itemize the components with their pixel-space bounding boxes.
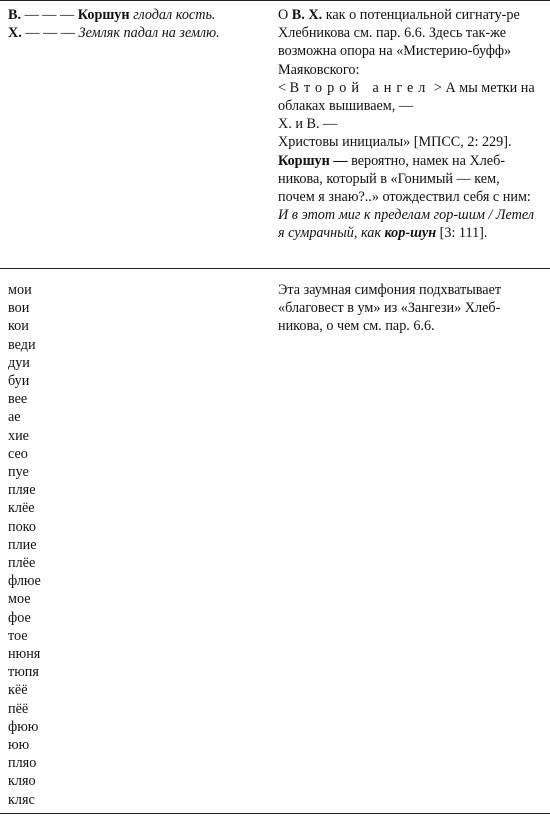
zaum-word: плие (8, 536, 37, 553)
zaum-word-list (8, 281, 270, 809)
zaum-word: тое (8, 627, 28, 644)
zaum-word: фое (8, 609, 31, 626)
text: вероятно, намек на Хлеб-никова, который в «Гонимый — кем, почем я знаю?..» отождествил себя с ним: (278, 152, 531, 206)
bold-korshun: Коршун — (278, 152, 348, 169)
text: [3: 111]. (436, 225, 488, 242)
spaced-role: Второй ангел (289, 79, 431, 96)
row-divider (0, 268, 550, 269)
zaum-word: кляс (8, 791, 35, 808)
speaker-v: В. (8, 7, 22, 23)
table-bottom-rule (0, 813, 550, 814)
quote-line-3: Христовы инициалы» [МПСС, 2: 229]. (278, 134, 512, 151)
zaum-word: поко (8, 518, 36, 535)
zaum-word: пляо (8, 755, 37, 772)
dashes: — — — (21, 7, 78, 23)
table-top-rule (0, 0, 550, 1)
italic-quote: И в этот миг к пределам гор-шим / Летел я сумрачный, как (278, 207, 535, 242)
bold-italic-korshun: кор-шун (384, 225, 437, 242)
commentary-p2 (278, 152, 538, 243)
text: < (278, 79, 290, 96)
zaum-word: пляе (8, 482, 36, 499)
zaum-word: фюю (8, 718, 39, 735)
zaum-word: клёе (8, 500, 35, 517)
zaum-word: пёё (8, 700, 29, 717)
zaum-word: ае (8, 409, 21, 426)
row1-right-cell (278, 6, 538, 243)
zaum-word: кляо (8, 773, 36, 790)
dialogue-text: глодал кость. (129, 7, 216, 23)
zaum-word: веди (8, 336, 36, 353)
zaum-word: кои (8, 318, 29, 335)
zaum-word: буи (8, 373, 30, 390)
zaum-word: мои (8, 282, 32, 298)
dialogue-line-h (8, 24, 270, 42)
dialogue-line-v (8, 6, 270, 24)
word-korshun: Коршун (77, 7, 130, 23)
zaum-word: пуе (8, 464, 29, 481)
zaum-word: вои (8, 300, 30, 317)
commentary-p1 (278, 6, 538, 79)
text: О (278, 7, 292, 23)
zaum-word: плёе (8, 555, 36, 572)
quote-line-2: Х. и В. — (278, 116, 338, 133)
quote-line-1 (278, 79, 538, 115)
dialogue-text: Земляк падал на землю. (78, 25, 220, 42)
zaum-word: вее (8, 391, 28, 408)
speaker-h: Х. (8, 25, 22, 42)
dashes: — — — (21, 25, 79, 42)
text: как о потенциальной сигнату-ре Хлебникова см. пар. 6.6. Здесь так-же возможна опора на «Мистерию-буфф» Маяковского: (278, 7, 520, 78)
row2-right-cell (278, 281, 538, 336)
zaum-word: дуи (8, 354, 30, 371)
zaum-word: кёё (8, 682, 28, 699)
zaum-word: нюня (8, 646, 41, 663)
bold-vx: В. Х. (291, 7, 323, 23)
row2-left-cell (8, 281, 270, 809)
zaum-word: тюпя (8, 664, 39, 681)
zaum-word: флюе (8, 573, 41, 590)
zaum-word: юю (8, 737, 30, 754)
zaum-word: сео (8, 445, 28, 462)
zaum-word: хие (8, 427, 29, 444)
text: > А мы метки на облаках вышиваем, — (278, 79, 535, 115)
zaum-word: мое (8, 591, 31, 608)
commentary-symphony: Эта заумная симфония подхватывает «благовест в ум» из «Зангези» Хлеб-никова, о чем см. пар. 6.6. (278, 282, 502, 335)
row1-left-cell (8, 6, 270, 42)
